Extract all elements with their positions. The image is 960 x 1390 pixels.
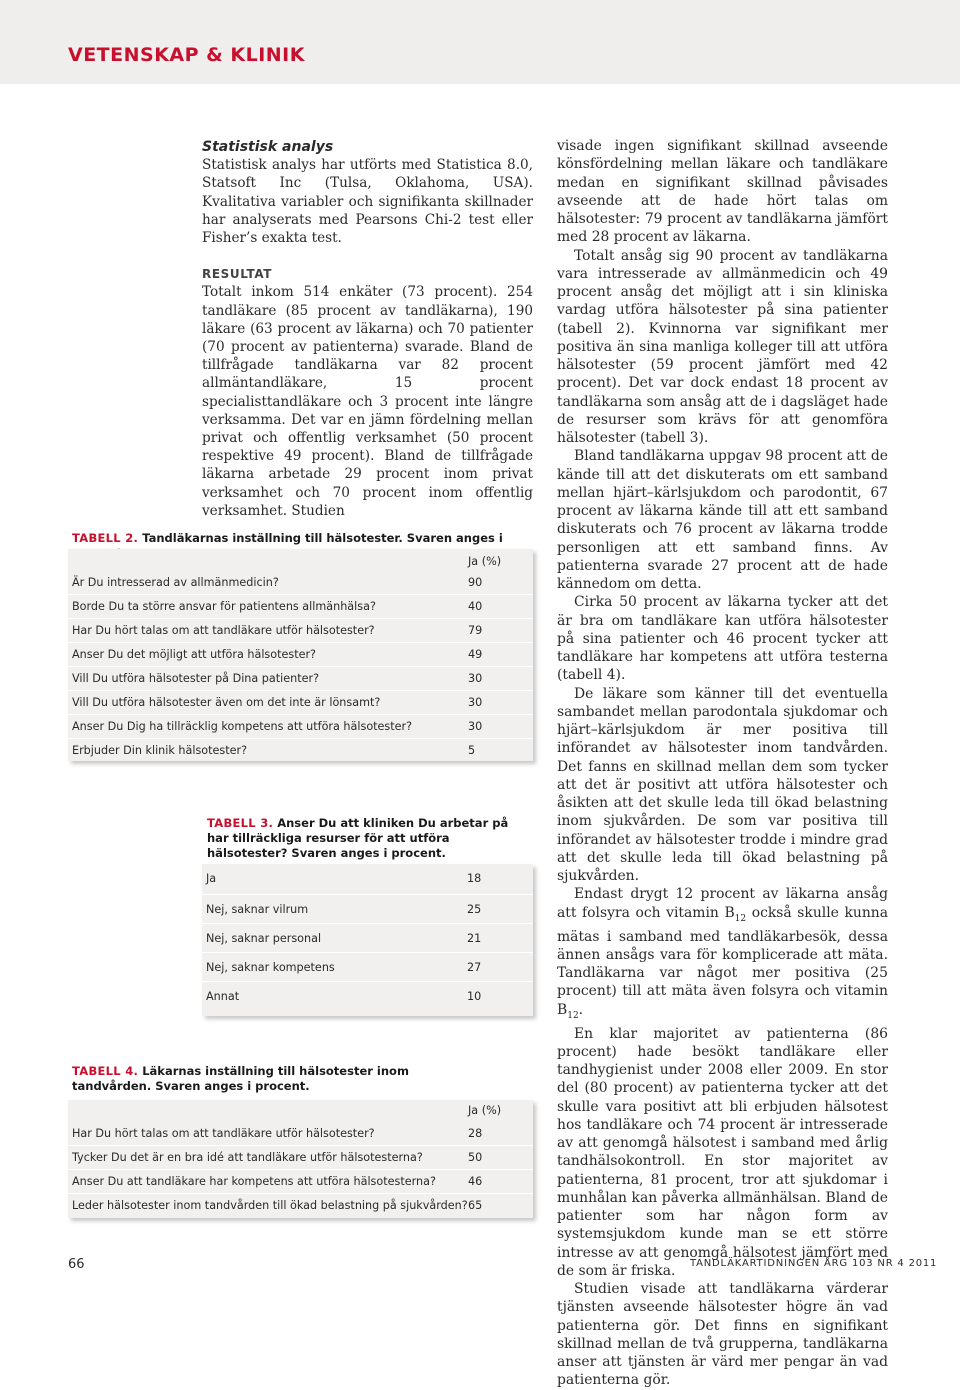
table2-col-header: Ja (%) bbox=[468, 555, 502, 568]
right-paragraph-5: De läkare som känner till det eventuella sambandet mellan parodontala sjukdomar och hjärt–kärlsjukdom är mer positiva till införandet av hälsotester inom tandvården. Det fanns en skillnad mellan dem som tycker att det är positivt att utföra hälsotester och åsikten att det skulle leda till ökad belastning inom sjukvården. De som var positiva till införandet av hälsotester trodde i mindre grad att det skulle leda till ökad belastning på sjukvården. bbox=[557, 685, 888, 884]
table4-label: TABELL 4. bbox=[72, 1064, 139, 1078]
table-row: Anser Du Dig ha tillräcklig kompetens att utföra hälsotester? 30 bbox=[68, 715, 533, 739]
table-row: Leder hälsotester inom tandvården till ökad belastning på sjukvården? 65 bbox=[72, 1199, 483, 1212]
table-row: Har Du hört talas om att tandläkare utför hälsotester? 79 bbox=[68, 619, 533, 643]
result-paragraph: Totalt inkom 514 enkäter (73 procent). 254 tandläkare (85 procent av tandläkarna), 190 läkare (63 procent av läkarna) och 70 patienter (70 procent av patienterna) svarade. Bland de tillfrågade tandläkarna var 82 procent allmäntandläkare, 15 procent specialisttandläkare och 3 procent inte längre verksamma. Det var en jämn fördelning mellan privat och offentlig verksamhet (50 procent respektive 49 procent). Bland de tillfrågade läkarna arbetade 29 procent inom privat verksamhet och 70 procent inom offentlig verksamhet. Studien bbox=[202, 284, 533, 519]
table-row: Tycker Du det är en bra idé att tandläkare utför hälsotesterna? 50 bbox=[68, 1146, 533, 1170]
table-row: Nej, saknar vilrum 25 bbox=[202, 895, 533, 924]
table-row: Annat 10 bbox=[206, 990, 482, 1003]
table-row: Har Du hört talas om att tandläkare utför hälsotester? 28 bbox=[68, 1122, 533, 1146]
result-heading: RESULTAT bbox=[202, 267, 273, 282]
right-paragraph-2: Totalt ansåg sig 90 procent av tandläkarna vara intresserade av allmänmedicin och 49 procent ansåg det möjligt att i sin kliniska vardag utföra hälsotester på sina patienter (tabell 2). Kvinnorna var signifikant mer positiva än sina manliga kolleger till att utföra hälsotester (59 procent jämfört med 42 procent). Det var dock endast 18 procent av tandläkarna som ansåg att de i dagsläget hade de resurser som krävs för att genomföra hälsotester (tabell 3). bbox=[557, 247, 888, 446]
table4-header-row bbox=[68, 1100, 533, 1122]
table3-caption-text: Anser Du att kliniken Du arbetar på har tillräckliga resurser för att utföra hälsotester? Svaren anges i procent. bbox=[207, 816, 509, 860]
right-paragraph-4: Cirka 50 procent av läkarna tycker att det är bra om tandläkare kan utföra hälsotester på sina patienter och 46 procent tycker att tandläkare har kompetens att utföra testerna (tabell 4). bbox=[557, 594, 888, 684]
table4-caption-text: Läkarnas inställning till hälsotester inom tandvården. Svaren anges i procent. bbox=[72, 1064, 409, 1093]
right-paragraph-1: visade ingen signifikant skillnad avseende könsfördelning mellan läkare och tandläkare medan en signifikant skillnad påvisades avseende att de hade hört talas om hälsotester: 79 procent av tandläkarna jämfört med 28 procent av läkarna. bbox=[557, 138, 888, 246]
table2-header-row bbox=[68, 549, 533, 571]
table3 bbox=[202, 864, 533, 1016]
section-title: VETENSKAP & KLINIK bbox=[68, 44, 305, 66]
right-paragraph-3: Bland tandläkarna uppgav 98 procent att de kände till att det diskuterats om ett samband mellan hjärt–kärlsjukdom och parodontit, 67 procent av läkarna kände till att ett samband diskuterats och 76 procent av läkarna trodde personligen att ett samband finns. Av patienterna svarade 27 procent att de hade kännedom om detta. bbox=[557, 448, 888, 592]
table-row: Anser Du att tandläkare har kompetens att utföra hälsotesterna? 46 bbox=[68, 1170, 533, 1194]
table2 bbox=[68, 549, 533, 761]
table-row: Vill Du utföra hälsotester även om det inte är lönsamt? 30 bbox=[68, 691, 533, 715]
publication-info: TANDLÄKARTIDNINGEN ÅRG 103 NR 4 2011 bbox=[690, 1258, 938, 1269]
table4-col-header: Ja (%) bbox=[468, 1104, 502, 1117]
table-row: Borde Du ta större ansvar för patientens allmänhälsa? 40 bbox=[68, 595, 533, 619]
table4-caption bbox=[72, 1064, 472, 1094]
table4 bbox=[68, 1100, 533, 1218]
middle-column bbox=[202, 138, 533, 520]
table-row: Är Du intresserad av allmänmedicin? 90 bbox=[68, 571, 533, 595]
table-row: Erbjuder Din klinik hälsotester? 5 bbox=[72, 744, 476, 757]
stat-heading: Statistisk analys bbox=[202, 139, 334, 155]
right-paragraph-7: En klar majoritet av patienterna (86 procent) hade besökt tandläkare eller tandhygienist under 2008 eller 2009. En stor del (80 procent) av patienterna tycker att det skulle vara positivt att bli erbjuden hälsotest hos tandläkare och 74 procent är intresserade av att genomgå hälsotest i samband med årlig tandhälsokontroll. En stor majoritet av patienterna, 81 procent, tror att sjukdomar i munhålan kan påverka allmänhälsan. Bland de patienter som har någon form av systemsjukdom kunde man se ett större intresse av att genomgå hälsotest jämfört med de som är friska. bbox=[557, 1025, 888, 1279]
table-row: Ja 18 bbox=[202, 866, 533, 895]
table-row: Nej, saknar kompetens 27 bbox=[202, 953, 533, 982]
table3-body bbox=[202, 864, 533, 1010]
table-row: Vill Du utföra hälsotester på Dina patienter? 30 bbox=[68, 667, 533, 691]
right-paragraph-8: Studien visade att tandläkarna värderar tjänsten avseende hälsotester högre än vad patienterna gör. Det finns en signifikant skillnad mellan de två grupperna, tandläkarna anser att tjänsten är värd mer pengar än vad patienterna gör. bbox=[557, 1281, 888, 1389]
table4-body bbox=[68, 1122, 533, 1217]
table3-caption bbox=[207, 816, 527, 861]
table-row: Anser Du det möjligt att utföra hälsotester? 49 bbox=[68, 643, 533, 667]
right-column bbox=[557, 137, 888, 1390]
right-paragraph-6: Endast drygt 12 procent av läkarna ansåg att folsyra och vitamin $B_{12}$ också skulle kunna mätas i samband med tandläkarbesök, dessa ännen ansågs vara för komplicerade att mäta. Tandläkarna var något mer positiva (25 procent) till att mäta även folsyra och vitamin $B_{12}$. bbox=[557, 886, 888, 1021]
table3-label: TABELL 3. bbox=[207, 816, 274, 830]
page-number: 66 bbox=[68, 1257, 85, 1272]
stat-paragraph: Statistisk analys har utförts med Statistica 8.0, Statsoft Inc (Tulsa, Oklahoma, USA). Kvalitativa variabler och signifikanta skillnader har analyserats med Pearsons Chi-2 test eller Fisher’s exakta test. bbox=[202, 157, 533, 247]
table-row: Nej, saknar personal 21 bbox=[202, 924, 533, 953]
table2-caption-text: Tandläkarnas inställning till hälsotester. Svaren anges i bbox=[142, 531, 503, 545]
table2-body bbox=[68, 571, 533, 762]
table2-label: TABELL 2. bbox=[72, 531, 139, 545]
page-header-band bbox=[0, 0, 960, 84]
